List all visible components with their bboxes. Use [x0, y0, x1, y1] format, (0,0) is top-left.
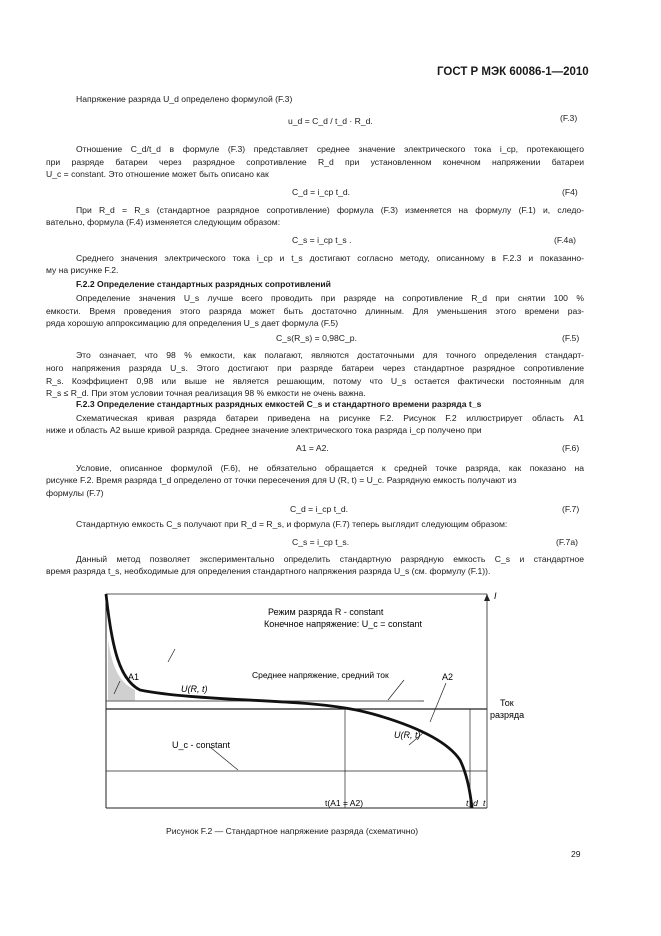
- a2-leader: [430, 683, 446, 722]
- formula-f7a: C_s = i_ср t_s.: [292, 537, 350, 547]
- paragraph-10-line2: время разряда t_s, необходимые для определения стандартного напряжения разряда U_s (см. формулу (F.1)).: [46, 566, 491, 576]
- formula-f4a-label: (F.4a): [554, 235, 576, 245]
- mode-leader: [168, 649, 175, 662]
- formula-f5: C_s(R_s) = 0,98C_p.: [276, 333, 357, 343]
- figure-axis-i: I: [494, 591, 497, 601]
- figure-t-a1-a2: t(A1 = A2): [325, 798, 364, 808]
- axis-current-arrow: [484, 594, 490, 601]
- figure-u-rt-upper: U(R, t): [181, 684, 208, 694]
- figure-mode-line1: Режим разряда R - constant: [268, 607, 384, 617]
- paragraph-9: Стандартную емкость C_s получают при R_d = R_s, и формула (F.7) теперь выглядит следующим образом:: [76, 519, 508, 529]
- paragraph-5-line1: Определение значения U_s лучше всего проводить при разряде на сопротивление R_d при снятии 100 %: [76, 293, 584, 303]
- page-number: 29: [571, 849, 581, 859]
- formula-f6-label: (F.6): [562, 443, 580, 453]
- formula-f5-label: (F.5): [562, 333, 580, 343]
- paragraph-2-line3: U_c = constant. Это отношение может быть описано как: [46, 169, 269, 179]
- document-header: ГОСТ Р МЭК 60086-1—2010: [437, 66, 589, 78]
- section-f23-heading: F.2.3 Определение стандартных разрядных емкостей C_s и стандартного времени разряда t_s: [76, 399, 482, 409]
- formula-f4-label: (F4): [562, 187, 578, 197]
- figure-current-label-1: Ток: [500, 698, 514, 708]
- paragraph-8-line1: Условие, описанное формулой (F.6), не обязательно обращается к средней точке разряда, как показано на: [76, 463, 584, 473]
- paragraph-6-line1: Это означает, что 98 % емкости, как полагают, являются достаточными для точного определения стандарт-: [76, 350, 584, 360]
- paragraph-8-line2: рисунке F.2. Время разряда t_d определено от точки пересечения для U (R, t) = U_c. Разрядную емкость получают из: [46, 475, 517, 485]
- section-f22-heading: F.2.2 Определение стандартных разрядных сопротивлений: [76, 279, 331, 289]
- figure-average-label: Среднее напряжение, средний ток: [252, 670, 389, 680]
- paragraph-2-line2: при разряде батареи через разрядное сопротивление R_d при установленном конечном напряжении батареи: [46, 157, 584, 167]
- formula-f4: C_d = i_ср t_d.: [292, 187, 351, 197]
- avg-leader: [388, 680, 404, 700]
- figure-mode-line2: Конечное напряжение: U_c = constant: [264, 619, 423, 629]
- paragraph-1: Напряжение разряда U_d определено формулой (F.3): [76, 94, 293, 104]
- paragraph-8-line3: формулы (F.7): [46, 488, 104, 498]
- paragraph-5-line3: ряда хорошую аппроксимацию для определения U_s дает формула (F.5): [46, 318, 339, 328]
- paragraph-5-line2: емкости. Время проведения этого разряда может быть достаточно длинным. Для уменьшения этого времени раз-: [46, 306, 584, 316]
- formula-f6: A1 = A2.: [296, 443, 329, 453]
- figure-t: t: [483, 798, 486, 808]
- formula-f3: u_d = C_d / t_d · R_d.: [288, 116, 373, 126]
- formula-f4a: C_s = i_ср t_s .: [292, 235, 352, 245]
- formula-f7: C_d = i_ср t_d.: [290, 504, 349, 514]
- figure-caption: Рисунок F.2 — Стандартное напряжение разряда (схематично): [166, 826, 419, 836]
- paragraph-6-line2: ного напряжения разряда U_s. Этого достигают при разряде батареи через стандартное разрядное сопротивление: [46, 363, 584, 373]
- figure-a1-label: A1: [128, 672, 140, 682]
- paragraph-2-line1: Отношение C_d/t_d в формуле (F.3) представляет среднее значение электрического тока i_ср, протекающего: [76, 144, 584, 154]
- paragraph-6-line4: R_s ≤ R_d. При этом условии точная реализация 98 % емкости не очень важна.: [46, 388, 366, 398]
- paragraph-6-line3: R_s. Коэффициент 0,98 или выше не является решающим, потому что U_s остается фактически постоянным для: [46, 376, 584, 386]
- paragraph-3-line2: вательно, формула (F.4) изменяется следующим образом:: [46, 217, 281, 227]
- formula-f3-label: (F.3): [560, 113, 578, 123]
- figure-a2-label: A2: [442, 672, 454, 682]
- paragraph-3-line1: При R_d = R_s (стандартное разрядное сопротивление) формула (F.3) изменяется на формулу (F.1) и, следо-: [76, 205, 584, 215]
- paragraph-10-line1: Данный метод позволяет экспериментально определить стандартную разрядную емкость C_s и стандартное: [76, 554, 584, 564]
- uc-leader: [210, 747, 238, 770]
- paragraph-7-line1: Схематическая кривая разряда батареи приведена на рисунке F.2. Рисунок F.2 иллюстрирует область A1: [76, 413, 584, 423]
- paragraph-4-line1: Среднего значения электрического тока i_ср и t_s достигают согласно методу, описанному в F.2.3 и показанно-: [76, 253, 584, 263]
- formula-f7-label: (F.7): [562, 504, 580, 514]
- figure-u-rt-lower: U(R, t): [394, 730, 421, 740]
- figure-current-label-2: разряда: [490, 710, 525, 720]
- figure-uc-constant: U_c - constant: [172, 740, 231, 750]
- paragraph-4-line2: му на рисунке F.2.: [46, 265, 119, 275]
- paragraph-7-line2: ниже и область A2 выше кривой разряда. Среднее значение электрического тока разряда i_ср получено при: [46, 425, 482, 435]
- figure-t-d: t_d: [466, 798, 478, 808]
- formula-f7a-label: (F.7a): [556, 537, 578, 547]
